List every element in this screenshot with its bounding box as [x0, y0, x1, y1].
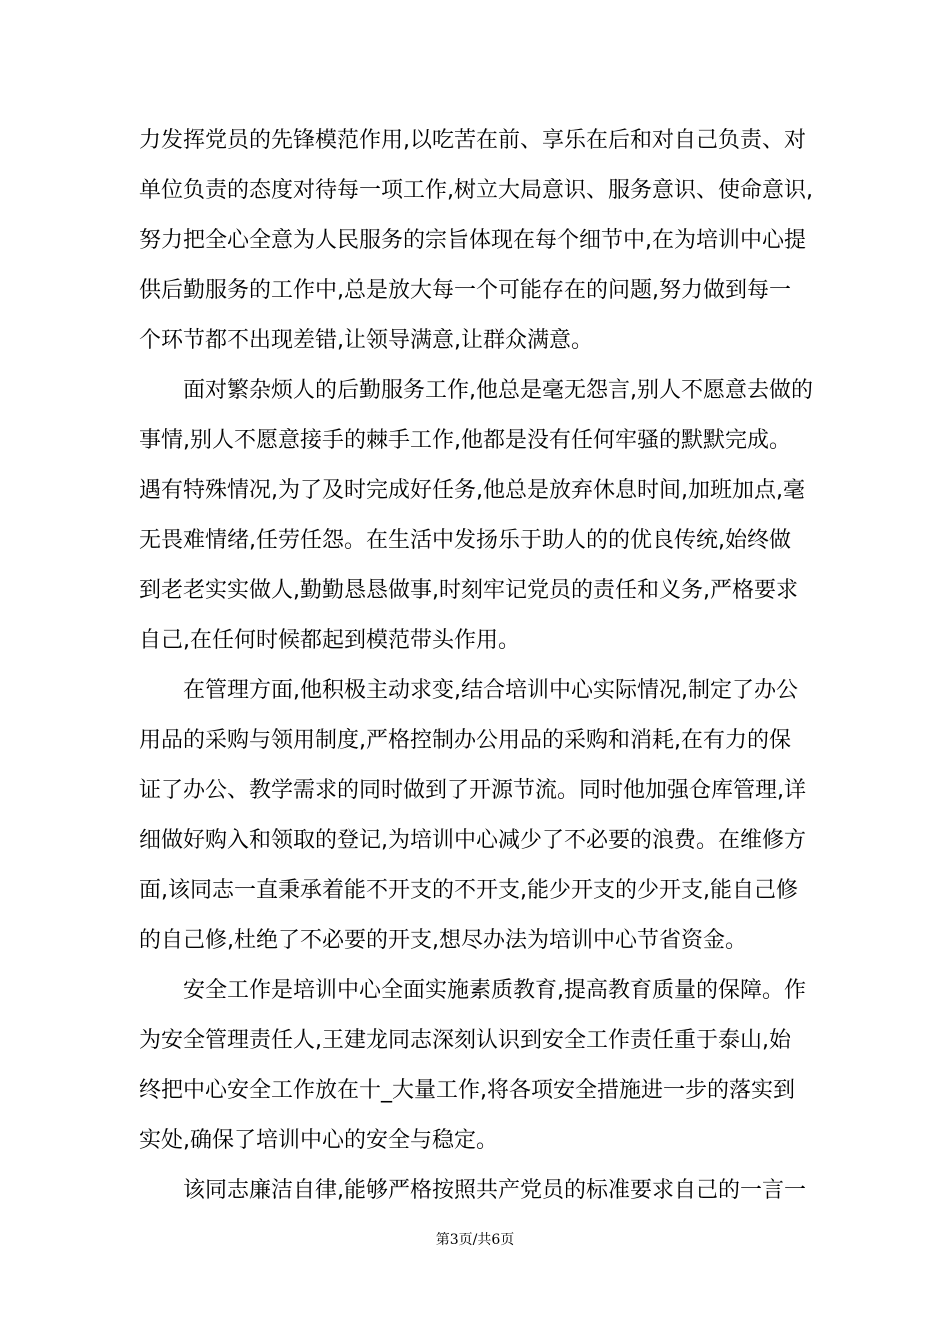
text-line: 面,该同志一直秉承着能不开支的不开支,能少开支的少开支,能自己修 [139, 878, 798, 903]
text-line: 实处,确保了培训中心的安全与稳定。 [139, 1128, 498, 1153]
document-body [139, 116, 819, 1216]
text-line: 用品的采购与领用制度,严格控制办公用品的采购和消耗,在有力的保 [139, 728, 791, 753]
text-line: 努力把全心全意为人民服务的宗旨体现在每个细节中,在为培训中心提 [139, 228, 806, 253]
text-line: 细做好购入和领取的登记,为培训中心减少了不必要的浪费。在维修方 [139, 828, 806, 853]
text-line: 力发挥党员的先锋模范作用,以吃苦在前、享乐在后和对自己负责、对 [139, 128, 806, 153]
text-line: 证了办公、教学需求的同时做到了开源节流。同时他加强仓库管理,详 [139, 778, 806, 803]
text-line: 终把中心安全工作放在十_大量工作,将各项安全措施进一步的落实到 [139, 1078, 795, 1103]
page-number-footer: 第3页/共6页 [435, 1232, 515, 1248]
paragraph-first-line: 在管理方面,他积极主动求变,结合培训中心实际情况,制定了办公 [183, 678, 798, 703]
text-line: 供后勤服务的工作中,总是放大每一个可能存在的问题,努力做到每一 [139, 278, 791, 303]
text-line: 无畏难情绪,任劳任怨。在生活中发扬乐于助人的的优良传统,始终做 [139, 528, 791, 553]
paragraph-first-line: 安全工作是培训中心全面实施素质教育,提高教育质量的保障。作 [183, 978, 806, 1003]
text-line: 为安全管理责任人,王建龙同志深刻认识到安全工作责任重于泰山,始 [139, 1028, 791, 1053]
text-line: 单位负责的态度对待每一项工作,树立大局意识、服务意识、使命意识, [139, 178, 813, 203]
paragraph-first-line: 该同志廉洁自律,能够严格按照共产党员的标准要求自己的一言一 [183, 1178, 806, 1203]
text-line: 个环节都不出现差错,让领导满意,让群众满意。 [139, 328, 593, 353]
text-line: 的自己修,杜绝了不必要的开支,想尽办法为培训中心节省资金。 [139, 928, 747, 953]
text-line: 到老老实实做人,勤勤恳恳做事,时刻牢记党员的责任和义务,严格要求 [139, 578, 798, 603]
text-line: 遇有特殊情况,为了及时完成好任务,他总是放弃休息时间,加班加点,毫 [139, 478, 805, 503]
paragraph-first-line: 面对繁杂烦人的后勤服务工作,他总是毫无怨言,别人不愿意去做的 [183, 378, 813, 403]
text-line: 自己,在任何时候都起到模范带头作用。 [139, 628, 520, 653]
text-line: 事情,别人不愿意接手的棘手工作,他都是没有任何牢骚的默默完成。 [139, 428, 791, 453]
